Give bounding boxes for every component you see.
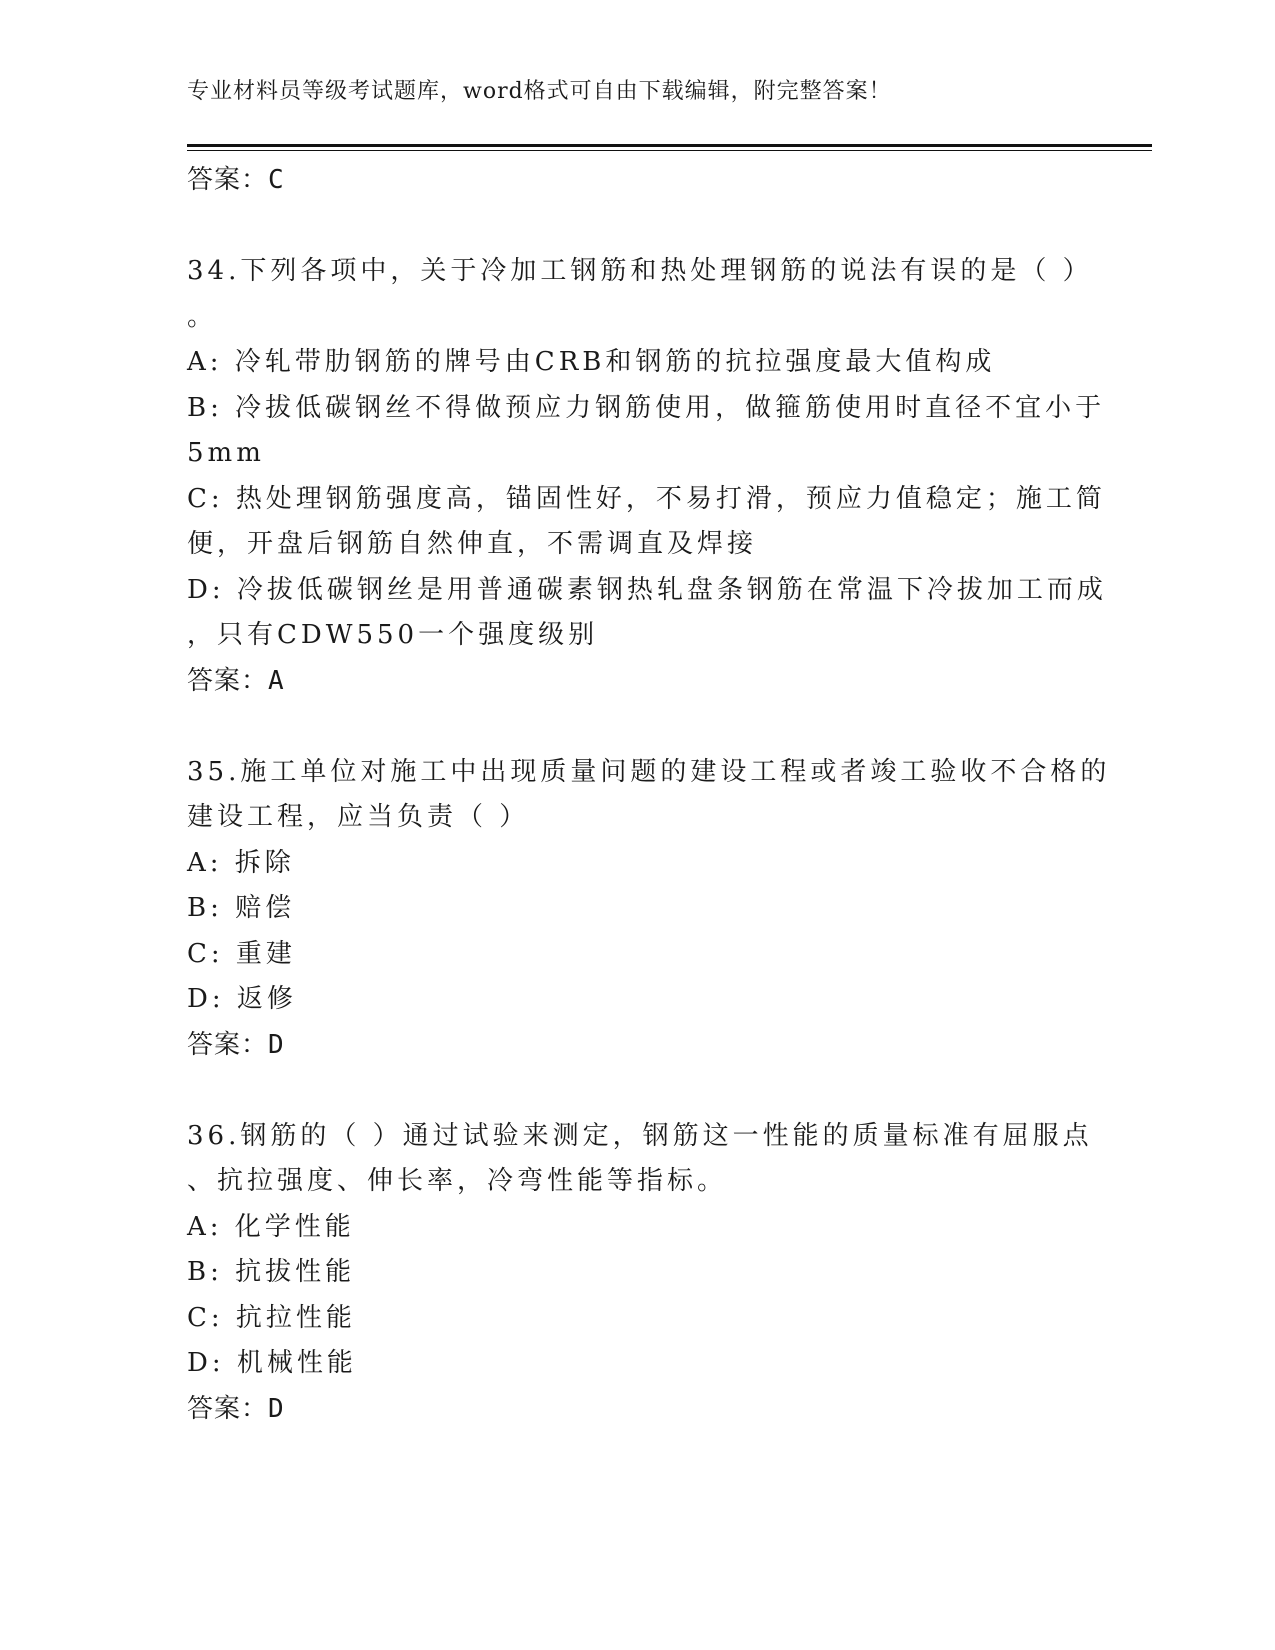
question-stem-line: 。: [187, 301, 218, 332]
question-list: [187, 158, 1111, 1432]
spacer: [187, 204, 1077, 250]
option-b-continued: 5mm: [187, 438, 265, 468]
option-c: C: 抗拉性能: [187, 1302, 356, 1333]
header-rule-thick: [187, 144, 1152, 147]
option-b: B: 赔偿: [187, 893, 296, 923]
option-b: B: 冷拔低碳钢丝不得做预应力钢筋使用，做箍筋使用时直径不宜小于: [187, 392, 1106, 423]
previous-answer: 答案：C: [187, 165, 285, 195]
answer-line: 答案：A: [187, 665, 285, 696]
question-block: [187, 1114, 1093, 1433]
option-b: B: 抗拔性能: [187, 1257, 356, 1287]
question-stem-line: 36.钢筋的（ ）通过试验来测定，钢筋这一性能的质量标准有屈服点: [187, 1120, 1093, 1151]
option-a: A: 化学性能: [187, 1211, 355, 1242]
answer-line: 答案：D: [187, 1393, 285, 1424]
option-c: C: 热处理钢筋强度高，锚固性好，不易打滑，预应力值稳定；施工简: [187, 483, 1106, 514]
question-stem-line: 建设工程，应当负责（ ）: [187, 802, 530, 832]
question-stem-line: 、抗拉强度、伸长率，冷弯性能等指标。: [187, 1166, 728, 1196]
option-a: A: 拆除: [187, 847, 295, 878]
question-stem-line: 34.下列各项中，关于冷加工钢筋和热处理钢筋的说法有误的是（ ）: [187, 256, 1093, 286]
option-c-continued: 便，开盘后钢筋自然伸直，不需调直及焊接: [187, 529, 758, 559]
question-block: [187, 750, 1111, 1069]
spacer: [187, 1068, 1077, 1114]
option-d: D: 机械性能: [187, 1348, 357, 1378]
option-d: D: 冷拔低碳钢丝是用普通碳素钢热轧盘条钢筋在常温下冷拔加工而成: [187, 574, 1107, 605]
page-header: 专业材料员等级考试题库，word格式可自由下载编辑，附完整答案！: [187, 79, 892, 104]
header-rule-thin: [187, 150, 1152, 151]
spacer: [187, 704, 1077, 750]
question-block: [187, 249, 1107, 704]
option-d-continued: ，只有CDW550一个强度级别: [187, 620, 599, 650]
option-c: C: 重建: [187, 938, 296, 969]
answer-line: 答案：D: [187, 1029, 285, 1060]
question-stem-line: 35.施工单位对施工中出现质量问题的建设工程或者竣工验收不合格的: [187, 756, 1111, 787]
option-a: A: 冷轧带肋钢筋的牌号由CRB和钢筋的抗拉强度最大值构成: [187, 347, 996, 377]
option-d: D: 返修: [187, 984, 297, 1014]
